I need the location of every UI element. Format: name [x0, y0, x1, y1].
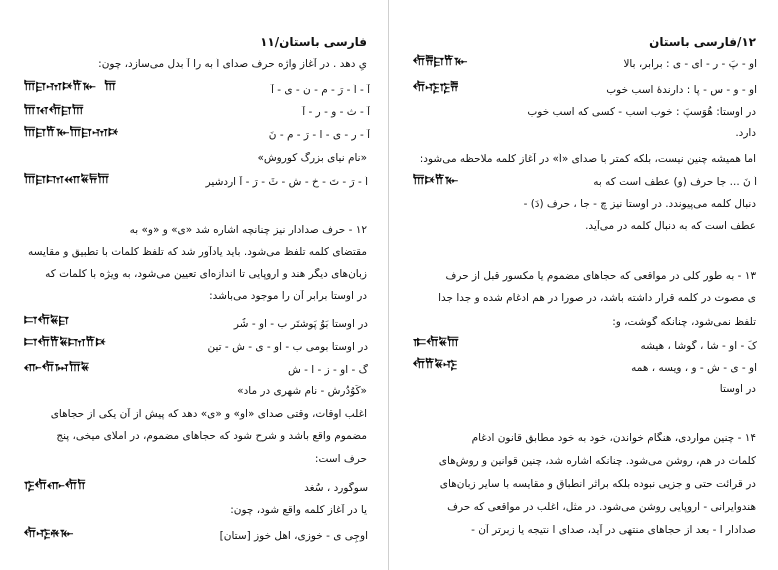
text-line: کلمات در هم، روشن می‌شود. چنانکه اشاره شد، چنین قوانین و روش‌های	[438, 455, 756, 467]
text-line: زبان‌های دیگر هند و اروپایی تا اندازه‌ای تعیین می‌شود، به ویژه با کلمات که	[45, 268, 367, 280]
cuneiform-word: 𐎲𐎢𐏁𐎼	[24, 313, 70, 328]
page-header: فارسی باستان/۱۱	[260, 36, 367, 49]
text-line: در اوستا برابر آن را موجود می‌باشد:	[209, 290, 367, 302]
cuneiform-word: 𐎠𐎼𐎫𐎧𐏁𐏂𐎠	[24, 172, 110, 187]
cuneiform-word: 𐎢𐎺𐎩𐎹	[24, 526, 74, 541]
text-line: در اوستا	[719, 383, 756, 395]
cuneiform-word: 𐎿𐎢𐎥𐎢𐎭	[24, 478, 87, 493]
cuneiform-word: 𐎣𐎢𐏁𐎠	[413, 335, 460, 350]
cuneiform-word: 𐎢𐎡𐏁𐎺	[413, 357, 458, 372]
text-line: او - ی - ش - و ، ویسه ، همه	[631, 362, 757, 374]
cuneiform-word: 𐎠𐎴𐎡𐎹	[413, 173, 459, 188]
cuneiform-word: 𐎥𐎢𐏀𐎠𐏁	[24, 360, 90, 375]
text-line: تلفظ نمی‌شود، چنانکه گوشت، و:	[612, 316, 756, 328]
text-line: اغلب اوقات، وقتی صدای «او» و «ی» دهد که پیش از آن یکی از حجاهای	[50, 408, 367, 420]
text-line: مقتضای کلمه تلفظ می‌شود. باید یادآور شد که تلفظ کلمات با تطبیق و مقایسه	[27, 246, 367, 258]
text-line: دارد.	[735, 127, 756, 139]
text-line: آ - ر - ی - ا - رَ - م - نَ	[268, 129, 370, 141]
right-page	[389, 0, 778, 570]
text-line: ی مصوت در کلمه قرار داشته باشد، در صورا در هم ادغام شده و جدا جدا	[438, 292, 756, 304]
text-line: او - و - س - پا : دارندهٔ اسب خوب	[606, 84, 757, 96]
text-line: ۱۳ - به طور کلی در مواقعی که حجاهای مضموم یا مکسور قبل از حرف	[445, 270, 756, 282]
text-line: حرف است:	[314, 453, 367, 465]
text-line: «کَوُدُرش - نام شهری در ماد»	[237, 385, 367, 397]
text-line: آ - ث - و - ر - آ	[302, 106, 370, 118]
text-line: در قرائت حتی و جزیی نبوده بلکه براثر انطباق و مقایسه با سایر زبان‌های	[439, 478, 756, 490]
text-line: در اوستا: هُوَسپَ : خوب اسب - کسی که اسب خوب	[527, 106, 756, 118]
text-line: او - پَ - ر - ای - ی : برابر، بالا	[623, 58, 757, 70]
text-line: یا در آغاز کلمه واقع شود، چون:	[230, 504, 367, 516]
text-line: در اوستا بَوُ پَوشتَر ب - او - شُر	[233, 318, 368, 330]
page-header: ۱۲/فارسی باستان	[649, 36, 756, 49]
text-line: «نام نیای بزرگ کوروش»	[257, 152, 367, 164]
text-line: ۱۲ - حرف صدادار نیز چنانچه اشاره شد «ی» و «و» به	[129, 224, 367, 236]
cuneiform-word: 𐎢𐎱𐎼𐎡𐎹	[413, 54, 468, 69]
text-line: در اوستا بومی ب - او - ی - ش - تین	[207, 341, 368, 353]
cuneiform-word: 𐎠𐎰𐎢𐎼𐎠	[24, 103, 84, 118]
cuneiform-word: 𐎠𐎼𐎡𐎹𐎠𐎼𐎶𐎴	[24, 125, 119, 140]
text-line: عطف است که به دنبال کلمه در می‌آید.	[585, 220, 756, 232]
text-line: ۱۴ - چنین مواردی، هنگام خواندن، خود به خود مطابق قانون ادغام	[471, 432, 756, 444]
text-line: کَ - او - شا ، گوشا ، هیشه	[640, 340, 757, 352]
text-line: هندوایرانی - اروپایی روشن می‌شود. در مثل، اغلب در مواقعی که حرف	[447, 501, 756, 513]
text-line: صدادار ا - بعد از حجاهای منتهی در آید، صدای ا نتیجه یا زبرتر آن -	[471, 524, 756, 536]
cuneiform-word: 𐎢𐎺𐎿𐎱	[413, 80, 459, 95]
text-line: اَ - رَ - تَ - خ - ش - ثَ - رَ - آ اردشیر	[205, 176, 368, 188]
text-line: گ - او - ز - ا - ش	[287, 364, 368, 376]
text-line: یِ دهد . در آغاز واژه حرف صدای اَ به را آ بدل می‌سازد، چون:	[98, 58, 367, 70]
text-line: اَ نَ ... جا حرف (و) عطف است که به	[593, 176, 757, 188]
text-line: مضموم واقع باشد و شرح شود که حجاهای مضموم، در املای میخی، پنج	[56, 430, 367, 442]
text-line: سوگورد ، سُغد	[304, 482, 368, 494]
text-line: اوجِی ی - خوزی، اهل خوز [ستان]	[219, 530, 368, 542]
cuneiform-word: 𐎠𐎼𐎶𐎴𐎡𐎹 𐎠	[24, 79, 117, 94]
cuneiform-word: 𐎲𐎢𐎡𐏁𐎫𐎡𐎴	[24, 335, 107, 350]
text-line: اما همیشه چنین نیست، بلکه کمتر با صدای «اَ» در آغاز کلمه ملاحظه می‌شود:	[419, 153, 756, 165]
text-line: آ - اَ - رَ - م - ن - ی - آ	[270, 84, 370, 96]
text-line: دنبال کلمه می‌پیوندد. در اوستا نیز چ - جا ، حرف (دَ) -	[523, 198, 756, 210]
